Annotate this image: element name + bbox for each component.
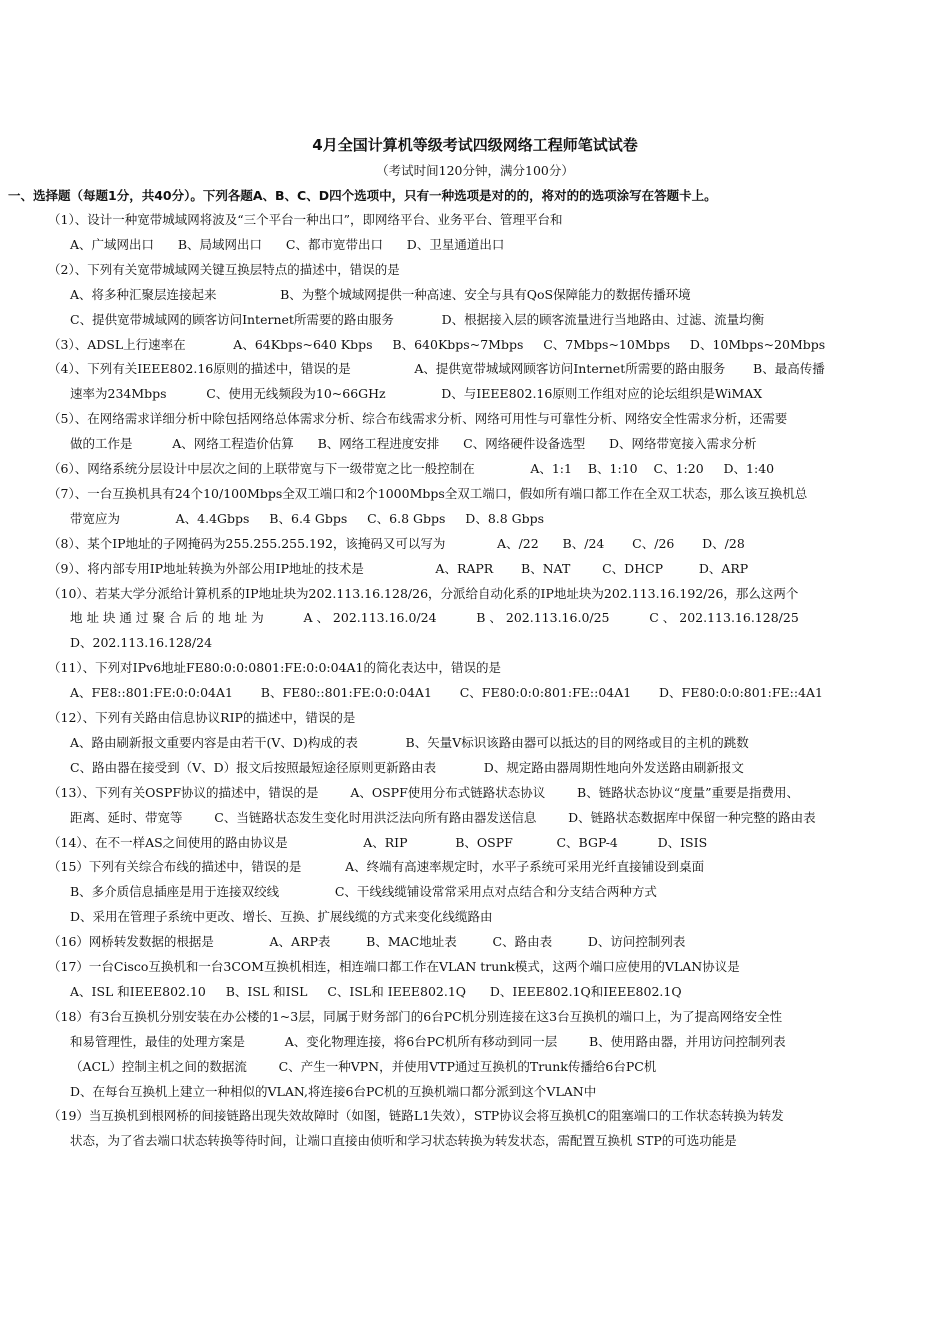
question-options: 做的工作是 A、网络工程造价估算 B、网络工程进度安排 C、网络硬件设备选型 D、网络带宽接入需求分析 (70, 436, 757, 452)
question-stem: （12）、下列有关路由信息协议RIP的描述中，错误的是 (48, 710, 356, 725)
question-stem: （7）、一台互换机具有24个10/100Mbps全双工端口和2个1000Mbps全双工端口，假如所有端口都工作在全双工状态，那么该互换机总 (48, 485, 808, 501)
question-stem: （18）有3台互换机分别安装在办公楼的1~3层，同属于财务部门的6台PC机分别连接在这3台互换机的端口上，为了提高网络安全性 (48, 1008, 783, 1024)
question-stem: （10）、若某大学分派给计算机系的IP地址块为202.113.16.128/26，分派给自动化系的IP地址块为202.113.16.192/26，那么这两个 (48, 585, 799, 601)
question-options: 地 址 块 通 过 聚 合 后 的 地 址 为 A 、 202.113.16.0/24 B 、 202.113.16.0/25 C 、 202.113.16.128/25 (70, 610, 799, 626)
question-options: 距离、延时、带宽等 C、当链路状态发生变化时用洪泛法向所有路由器发送信息 D、链路状态数据库中保留一种完整的路由表 (70, 809, 816, 825)
question-stem: （9）、将内部专用IP地址转换为外部公用IP地址的技术是 A、RAPR B、NAT C、DHCP D、ARP (48, 560, 749, 576)
question-options: A、路由刷新报文重要内容是由若干(V、D)构成的表 B、矢量V标识该路由器可以抵达的目的网络或目的主机的跳数 (70, 734, 749, 750)
question-stem: （2）、下列有关宽带城域网关键互换层特点的描述中，错误的是 (48, 261, 400, 277)
question-stem: （5）、在网络需求详细分析中除包括网络总体需求分析、综合布线需求分析、网络可用性与可靠性分析、网络安全性需求分析，还需要 (48, 411, 788, 427)
question-options: 带宽应为 A、4.4Gbps B、6.4 Gbps C、6.8 Gbps D、8.8 Gbps (70, 510, 545, 526)
question-options: B、多介质信息插座是用于连接双绞线 C、干线线缆铺设常常采用点对点结合和分支结合两种方式 (70, 884, 657, 900)
question-stem: （15）下列有关综合布线的描述中，错误的是 A、终端有高速率规定时，水平子系统可采用光纤直接铺设到桌面 (48, 859, 705, 875)
question-options: A、将多种汇聚层连接起来 B、为整个城域网提供一种高速、安全与具有QoS保障能力的数据传播环境 (70, 286, 691, 302)
question-options: 和易管理性，最佳的处理方案是 A、变化物理连接，将6台PC机所有移动到同一层 B、使用路由器，并用访问控制列表 (70, 1033, 786, 1049)
question-options: C、路由器在接受到（V、D）报文后按照最短途径原则更新路由表 D、规定路由器周期性地向外发送路由刷新报文 (70, 759, 744, 775)
exam-title: 4月全国计算机等级考试四级网络工程师笔试试卷 (312, 136, 638, 154)
question-stem: （6）、网络系统分层设计中层次之间的上联带宽与下一级带宽之比一般控制在 A、1:1 B、1:10 C、1:20 D、1:40 (48, 461, 775, 476)
question-stem: （1）、设计一种宽带城域网将波及“三个平台一种出口”，即网络平台、业务平台、管理平台和 (48, 212, 563, 227)
question-options: C、提供宽带城域网的顾客访问Internet所需要的路由服务 D、根据接入层的顾客流量进行当地路由、过滤、流量均衡 (70, 311, 765, 327)
question-stem: （19）当互换机到根网桥的间接链路出现失效故障时（如图，链路L1失效），STP协议会将互换机C的阻塞端口的工作状态转换为转发 (48, 1108, 784, 1124)
question-stem: （14）、在不一样AS之间使用的路由协议是 A、RIP B、OSPF C、BGP-4 D、ISIS (48, 834, 708, 850)
question-stem: （17）一台Cisco互换机和一台3COM互换机相连，相连端口都工作在VLAN trunk模式，这两个端口应使用的VLAN协议是 (48, 959, 740, 974)
exam-subtitle: （考试时间120分钟，满分100分） (376, 163, 574, 178)
question-stem: （8）、某个IP地址的子网掩码为255.255.255.192，该掩码又可以写为 A、/22 B、/24 C、/26 D、/28 (48, 535, 745, 551)
question-stem: （13）、下列有关OSPF协议的描述中，错误的是 A、OSPF使用分布式链路状态协议 B、链路状态协议“度量”重要是指费用、 (48, 784, 800, 800)
section-heading: 一、选择题（每题1分，共40分）。下列各题A、B、C、D四个选项中，只有一种选项是对的的，将对的的选项涂写在答题卡上。 (8, 188, 717, 203)
question-stem: （3）、ADSL上行速率在 A、64Kbps~640 Kbps B、640Kbps~7Mbps C、7Mbps~10Mbps D、10Mbps~20Mbps (48, 336, 826, 352)
question-options: （ACL）控制主机之间的数据流 C、产生一种VPN，并使用VTP通过互换机的Trunk传播给6台PC机 (70, 1058, 657, 1074)
question-options: D、采用在管理子系统中更改、增长、互换、扩展线缆的方式来变化线缆路由 (70, 909, 493, 925)
question-options: A、ISL 和IEEE802.10 B、ISL 和ISL C、ISL和 IEEE802.1Q D、IEEE802.1Q和IEEE802.1Q (70, 983, 682, 999)
question-options: 状态，为了省去端口状态转换等待时间，让端口直接由侦听和学习状态转换为转发状态，需配置互换机 STP的可选功能是 (70, 1133, 737, 1149)
question-options: D、202.113.16.128/24 (70, 635, 213, 651)
question-stem: （4）、下列有关IEEE802.16原则的描述中，错误的是 A、提供宽带城域网顾客访问Internet所需要的路由服务 B、最高传播 (48, 361, 825, 377)
question-options: 速率为234Mbps C、使用无线频段为10~66GHz D、与IEEE802.16原则工作组对应的论坛组织是WiMAX (70, 386, 763, 402)
question-options: D、在每台互换机上建立一种相似的VLAN,将连接6台PC机的互换机端口都分派到这个VLAN中 (70, 1083, 597, 1099)
question-options: A、广域网出口 B、局域网出口 C、都市宽带出口 D、卫星通道出口 (70, 236, 505, 252)
question-stem: （16）网桥转发数据的根据是 A、ARP表 B、MAC地址表 C、路由表 D、访问控制列表 (48, 934, 686, 950)
question-options: A、FE8::801:FE:0:0:04A1 B、FE80::801:FE:0:0:04A1 C、FE80:0:0:801:FE::04A1 D、FE80:0:0:801:FE::4A1 (70, 685, 824, 701)
question-stem: （11）、下列对IPv6地址FE80:0:0:0801:FE:0:0:04A1的简化表达中，错误的是 (48, 660, 502, 676)
